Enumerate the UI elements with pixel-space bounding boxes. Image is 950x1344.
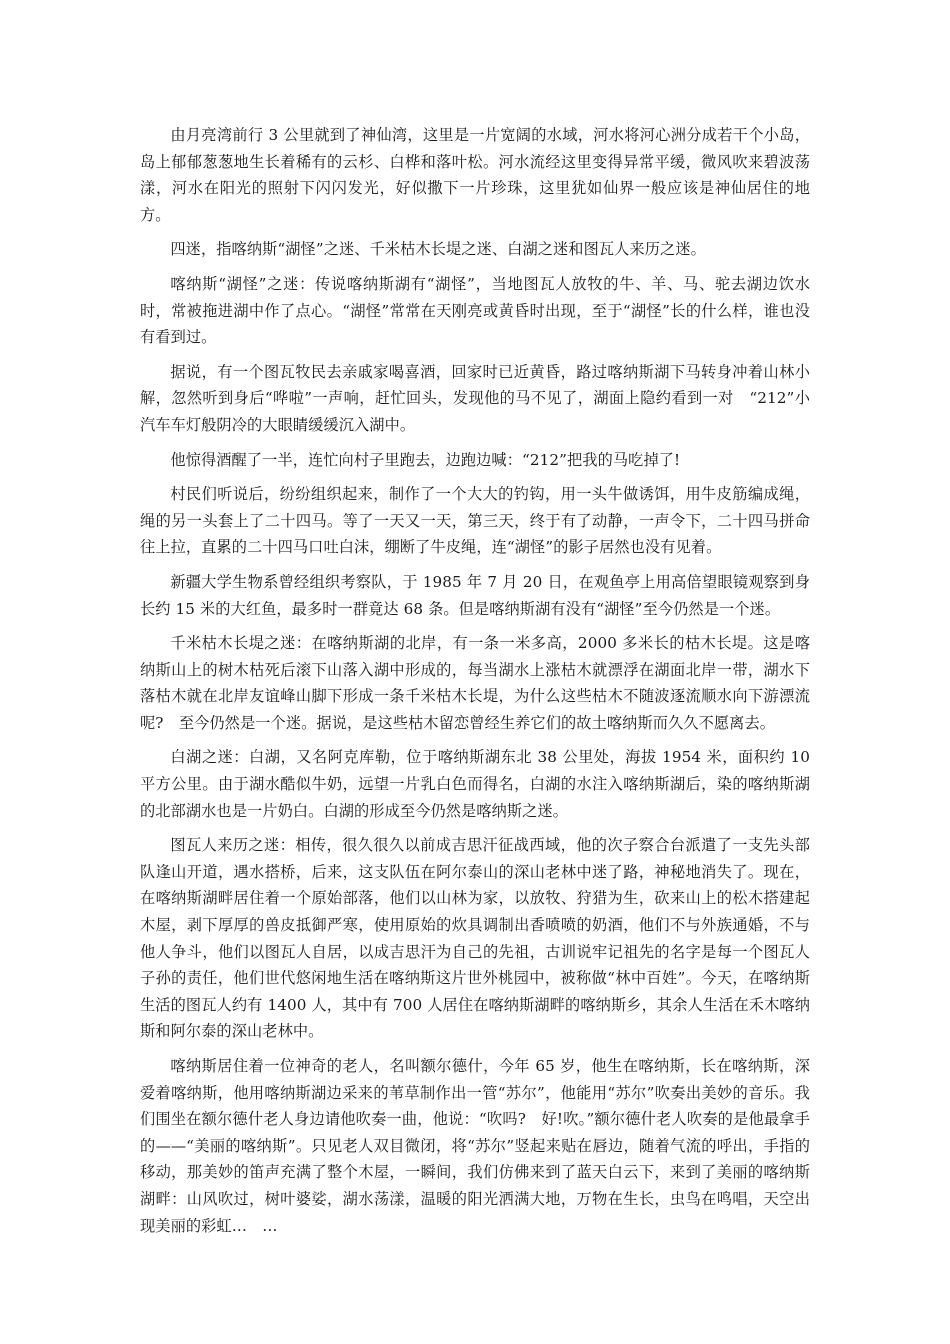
paragraph-herdsman-story: 据说，有一个图瓦牧民去亲戚家喝喜酒，回家时已近黄昏，路过喀纳斯湖下马转身冲着山林小解，忽然听到身后“哗啦”一声响，赶忙回头，发现他的马不见了，湖面上隐约看到一对 “212”小汽车车灯般阴冷的大眼睛缓缓沉入湖中。 [140, 362, 810, 434]
paragraph-herdsman-shout: 他惊得酒醒了一半，连忙向村子里跑去，边跑边喊：“212”把我的马吃掉了! [170, 450, 681, 469]
paragraph-lake-monster: 喀纳斯“湖怪”之迷：传说喀纳斯湖有“湖怪”，当地图瓦人放牧的牛、羊、马、驼去湖边饮水时，常被拖进湖中作了点心。“湖怪”常常在天刚亮或黄昏时出现，至于“湖怪”长的什么样，谁也没有看到过。 [140, 274, 810, 347]
document-page [140, 122, 810, 1247]
paragraph-xinjiang-university: 新疆大学生物系曾经组织考察队，于 1985 年 7 月 20 日，在观鱼亭上用高倍望眼镜观察到身长约 15 米的大红鱼，最多时一群竟达 68 条。但是喀纳斯湖有没有“湖怪”至今仍然是一个迷。 [140, 572, 810, 618]
paragraph-old-man-suer: 喀纳斯居住着一位神奇的老人，名叫额尔德什，今年 65 岁，他生在喀纳斯，长在喀纳斯，深爱着喀纳斯，他用喀纳斯湖边采来的苇草制作出一管“苏尔”，他能用“苏尔”吹奏出美妙的音乐。我们围坐在额尔德什老人身边请他吹奏一曲，他说：“吹吗? 好!吹。”额尔德什老人吹奏的是他最拿手的——“美丽的喀纳斯”。只见老人双目微闭，将“苏尔”竖起来贴在唇边，随着气流的呼出，手指的移动，那美妙的笛声充满了整个木屋，一瞬间，我们仿佛来到了蓝天白云下，来到了美丽的喀纳斯湖畔：山风吹过，树叶婆娑，湖水荡漾，温暖的阳光洒满大地，万物在生长，虫鸟在鸣唱，天空出现美丽的彩虹… … [140, 1057, 810, 1235]
paragraph-shenxianwan: 由月亮湾前行 3 公里就到了神仙湾，这里是一片宽阔的水域，河水将河心洲分成若干个小岛，岛上郁郁葱葱地生长着稀有的云杉、白桦和落叶松。河水流经这里变得异常平缓，微风吹来碧波荡漾，河水在阳光的照射下闪闪发光，好似撒下一片珍珠，这里犹如仙界一般应该是神仙居住的地方。 [140, 126, 810, 224]
paragraph-white-lake: 白湖之迷：白湖，又名阿克库勒，位于喀纳斯湖东北 38 公里处，海拔 1954 米，面积约 10 平方公里。由于湖水酷似牛奶，远望一片乳白色而得名，白湖的水注入喀纳斯湖后，染的喀纳斯湖的北部湖水也是一片奶白。白湖的形成至今仍然是喀纳斯之迷。 [140, 748, 810, 820]
paragraph-four-mysteries: 四迷，指喀纳斯“湖怪”之迷、千米枯木长堤之迷、白湖之迷和图瓦人来历之迷。 [170, 240, 706, 259]
paragraph-villagers-hook: 村民们听说后，纷纷组织起来，制作了一个大大的钓钩，用一头牛做诱饵，用牛皮筋编成绳，绳的另一头套上了二十四马。等了一天又一天，第三天，终于有了动静，一声令下，二十四马拼命往上拉，直累的二十四马口吐白沫，绷断了牛皮绳，连“湖怪”的影子居然也没有见着。 [140, 485, 810, 557]
paragraph-driftwood-dam: 千米枯木长堤之迷：在喀纳斯湖的北岸，有一条一米多高，2000 多米长的枯木长堤。这是喀纳斯山上的树木枯死后滚下山落入湖中形成的，每当湖水上涨枯木就漂浮在湖面北岸一带，湖水下落枯木就在北岸友谊峰山脚下形成一条千米枯木长堤，为什么这些枯木不随波逐流顺水向下游漂流呢? 至今仍然是一个迷。据说，是这些枯木留恋曾经生养它们的故土喀纳斯而久久不愿离去。 [140, 634, 810, 732]
paragraph-tuva-origin: 图瓦人来历之迷：相传，很久很久以前成吉思汗征战西域，他的次子察合台派遣了一支先头部队逢山开道，遇水搭桥，后来，这支队伍在阿尔泰山的深山老林中迷了路，神秘地消失了。现在，在喀纳斯湖畔居住着一个原始部落，他们以山林为家，以放牧、狩猎为生，砍来山上的松木搭建起木屋，剥下厚厚的兽皮抵御严寒，使用原始的炊具调制出香喷喷的奶酒，他们不与外族通婚，不与他人争斗，他们以图瓦人自居，以成吉思汗为自己的先祖，古训说牢记祖先的名字是每一个图瓦人子孙的责任，他们世代悠闲地生活在喀纳斯这片世外桃园中，被称做“林中百姓”。今天，在喀纳斯生活的图瓦人约有 1400 人，其中有 700 人居住在喀纳斯湖畔的喀纳斯乡，其余人生活在禾木喀纳斯和阿尔泰的深山老林中。 [140, 836, 810, 1041]
